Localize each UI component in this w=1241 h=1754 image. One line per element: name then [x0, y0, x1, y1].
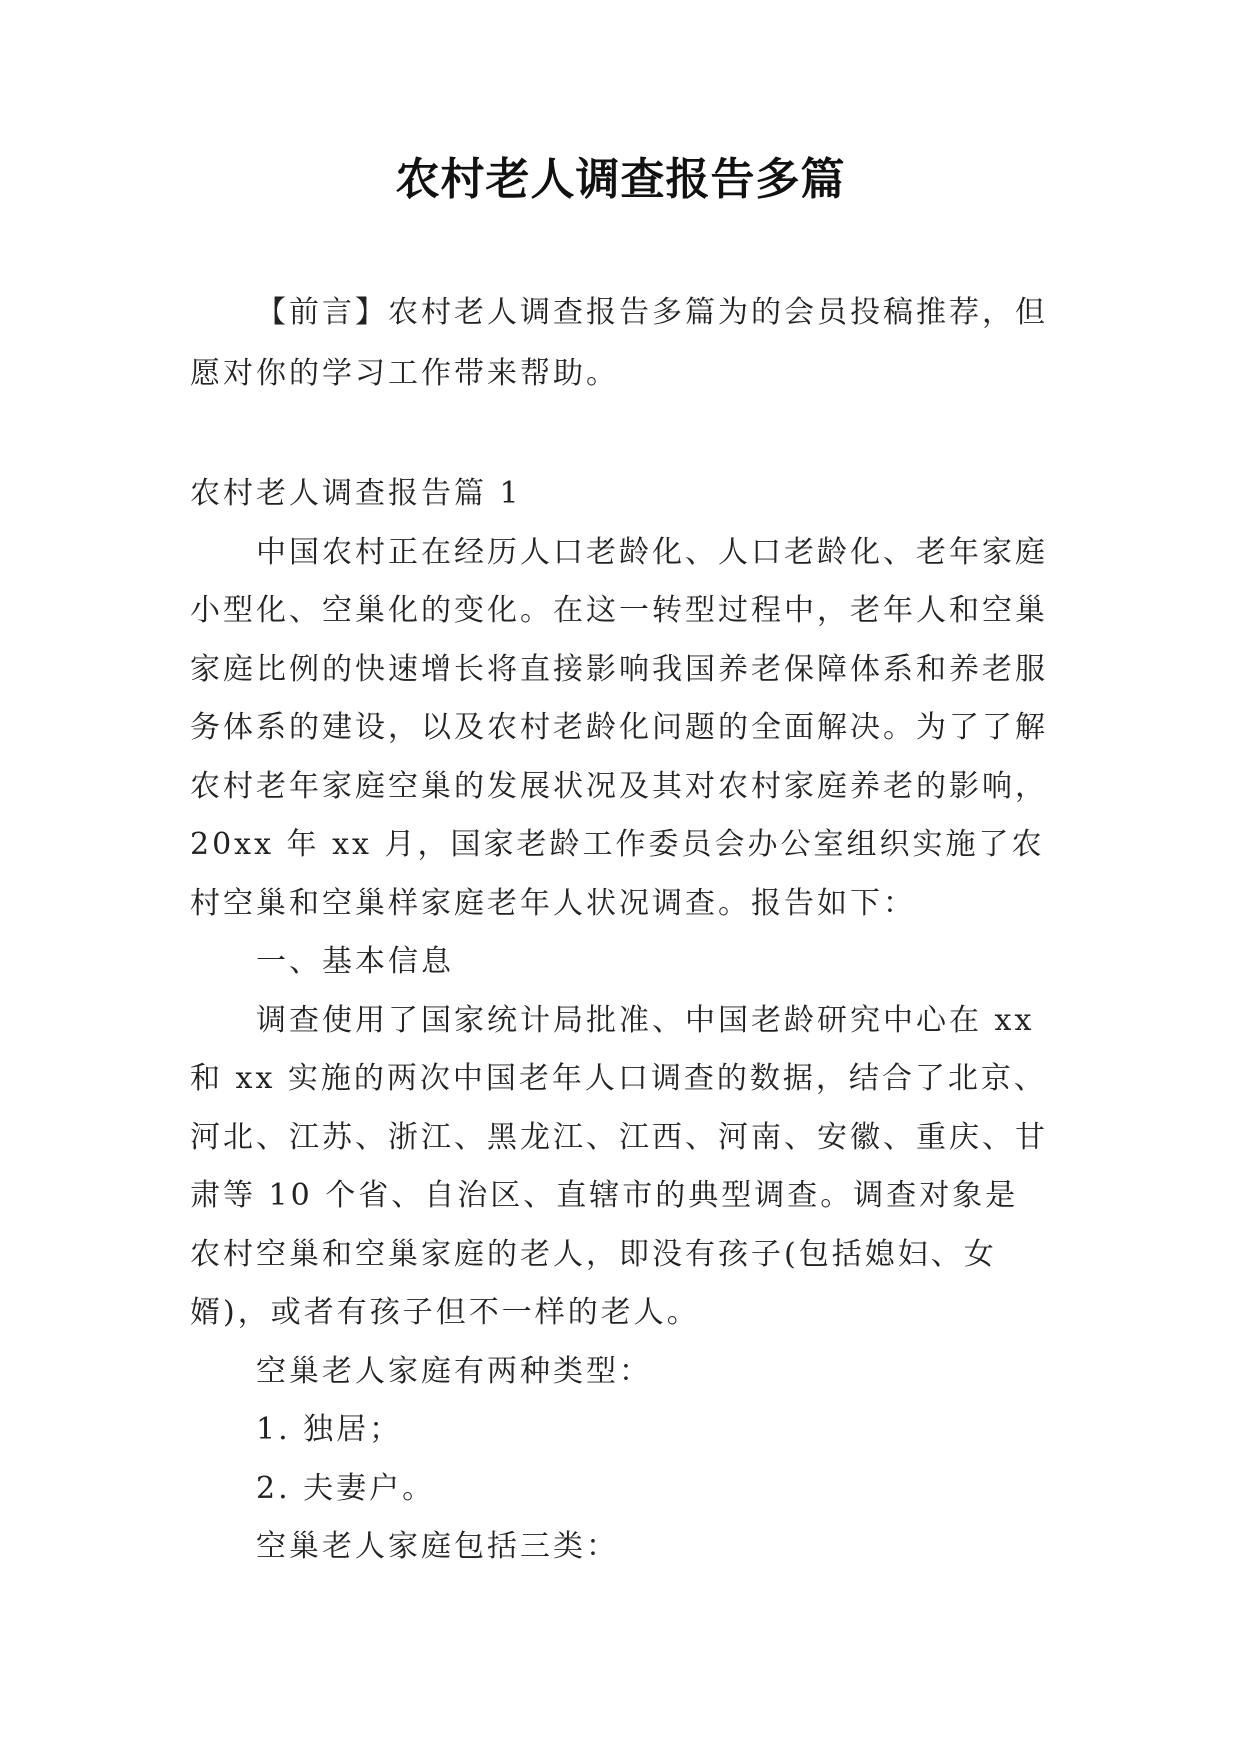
- list-item-type-2: 2. 夫妻户。: [256, 1470, 436, 1506]
- categories-intro: 空巢老人家庭包括三类：: [256, 1529, 619, 1564]
- section-heading: 农村老人调查报告篇 1: [190, 476, 522, 511]
- paragraph-2: 调查使用了国家统计局批准、中国老龄研究中心在 xx 和 xx 实施的两次中国老年人口调查的数据，结合了北京、河北、江苏、浙江、黑龙江、江西、河南、安徽、重庆、甘肃等 10 个省、自治区、直辖市的典型调查。调查对象是农村空巢和空巢家庭的老人，即没有孩子(包括媳妇、女婿)，或者有孩子但不一样的老人。: [190, 1002, 1048, 1330]
- intro-paragraph: 【前言】农村老人调查报告多篇为的会员投稿推荐，但愿对你的学习工作带来帮助。: [190, 295, 1048, 391]
- list-item-type-1: 1. 独居；: [256, 1412, 403, 1447]
- intro-block: [190, 282, 1050, 404]
- subheading-basic-info: 一、基本信息: [256, 944, 454, 979]
- paragraph-1: 中国农村正在经历人口老龄化、人口老龄化、老年家庭小型化、空巢化的变化。在这一转型过程中，老年人和空巢家庭比例的快速增长将直接影响我国养老保障体系和养老服务体系的建设，以及农村老龄化问题的全面解决。为了了解农村老年家庭空巢的发展状况及其对农村家庭养老的影响，20xx 年 xx 月，国家老龄工作委员会办公室组织实施了农村空巢和空巢样家庭老年人状况调查。报告如下：: [190, 534, 1048, 921]
- document-title: 农村老人调查报告多篇: [395, 154, 846, 205]
- types-intro: 空巢老人家庭有两种类型：: [256, 1353, 652, 1389]
- content-block: [190, 465, 1050, 1577]
